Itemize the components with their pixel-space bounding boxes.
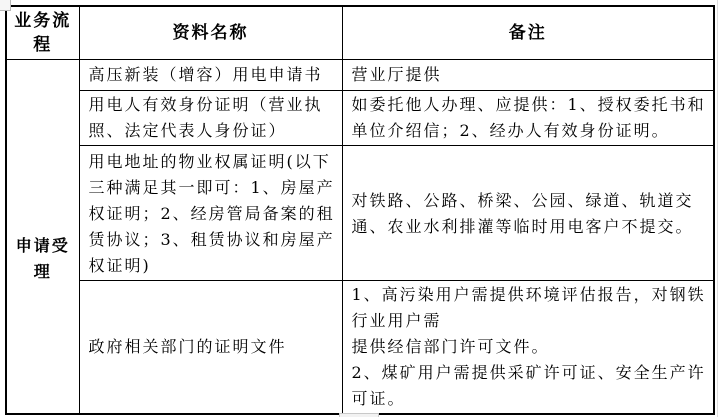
header-row	[6, 6, 714, 60]
material-cell-application-form: 高压新装（增容）用电申请书	[79, 60, 342, 91]
material-cell-property-proof: 用电地址的物业权属证明(以下三种满足其一即可：1、房屋产权证明；2、经房管局备案的租赁协议；3、租赁协议和房屋产权证明)	[79, 146, 342, 281]
table-row	[6, 146, 714, 281]
remark-cell-property-proof: 对铁路、公路、桥梁、公园、绿道、轨道交通、农业水利排灌等临时用电客户不提交。	[342, 146, 714, 281]
table-row	[6, 281, 714, 415]
table-row	[6, 91, 714, 146]
remark-cell-identity-proof: 如委托他人办理、应提供：1、授权委托书和单位介绍信；2、经办人有效身份证明。	[342, 91, 714, 146]
header-material-name: 资料名称	[79, 6, 342, 60]
header-business-process: 业务流程	[6, 6, 79, 60]
header-remark: 备注	[342, 6, 714, 60]
remark-cell-application-form: 营业厅提供	[342, 60, 714, 91]
material-cell-government-documents: 政府相关部门的证明文件	[79, 281, 342, 415]
remark-cell-government-documents: 1、高污染用户需提供环境评估报告，对钢铁行业用户需 提供经信部门许可文件。 2、煤矿用户需提供采矿许可证、安全生产许可证。	[342, 281, 714, 415]
application-procedure-table	[5, 5, 715, 415]
page-edge-line	[717, 0, 718, 417]
table-resize-handle[interactable]	[339, 413, 379, 417]
process-cell-application-acceptance: 申请受理	[6, 60, 79, 415]
table-row	[6, 60, 714, 91]
table-move-handle-icon[interactable]	[0, 0, 11, 11]
material-cell-identity-proof: 用电人有效身份证明（营业执照、法定代表人身份证）	[79, 91, 342, 146]
